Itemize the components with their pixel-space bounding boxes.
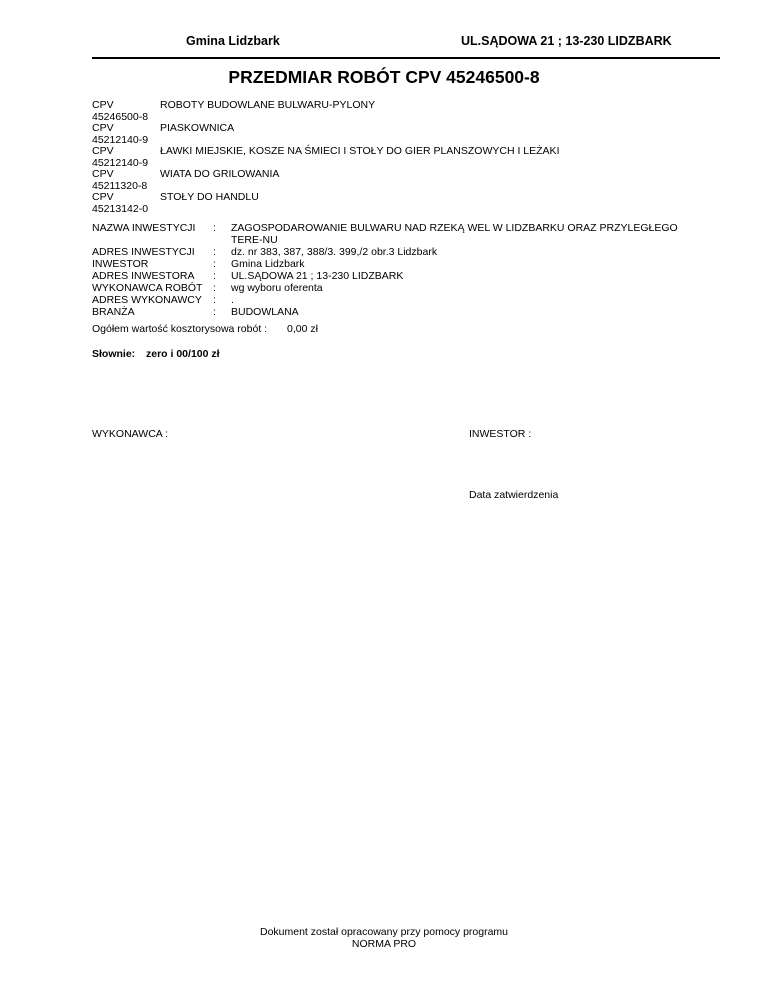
info-colon: : [213, 222, 216, 234]
info-colon: : [213, 282, 216, 294]
cpv-code: CPV 45212140-9 [92, 122, 149, 146]
cpv-description: PIASKOWNICA [160, 122, 235, 134]
info-label: ADRES WYKONAWCY [92, 294, 202, 306]
info-colon: : [213, 270, 216, 282]
amount-in-words-label: Słownie: [92, 348, 136, 360]
cpv-description: ŁAWKI MIEJSKIE, KOSZE NA ŚMIECI I STOŁY DO GIER PLANSZOWYCH I LEŻAKI [160, 145, 560, 157]
info-colon: : [213, 294, 216, 306]
footer [0, 926, 768, 950]
total-value: 0,00 zł [287, 323, 318, 335]
info-label: ADRES INWESTORA [92, 270, 195, 282]
cpv-code: CPV 45213142-0 [92, 191, 149, 215]
amount-in-words-value: zero i 00/100 zł [146, 348, 220, 360]
cpv-code: CPV 45246500-8 [92, 99, 149, 123]
header-address: UL.SĄDOWA 21 ; 13-230 LIDZBARK [461, 34, 672, 48]
info-label: NAZWA INWESTYCJI [92, 222, 196, 234]
page-title: PRZEDMIAR ROBÓT CPV 45246500-8 [228, 67, 540, 87]
info-colon: : [213, 306, 216, 318]
approval-date-label: Data zatwierdzenia [469, 489, 559, 501]
footer-line: NORMA PRO [351, 938, 417, 950]
info-label: INWESTOR [92, 258, 149, 270]
info-label: WYKONAWCA ROBÓT [92, 282, 203, 294]
investor-signature-label: INWESTOR : [469, 428, 532, 440]
info-value: . [231, 294, 234, 306]
cpv-description: STOŁY DO HANDLU [160, 191, 259, 203]
info-value: Gmina Lidzbark [231, 258, 305, 270]
info-value: wg wyboru oferenta [231, 282, 323, 294]
info-value: UL.SĄDOWA 21 ; 13-230 LIDZBARK [231, 270, 404, 282]
info-value: ZAGOSPODAROWANIE BULWARU NAD RZEKĄ WEL W LIDZBARKU ORAZ PRZYLEGŁEGO TERE-NU [231, 222, 678, 246]
cpv-description: ROBOTY BUDOWLANE BULWARU-PYLONY [160, 99, 376, 111]
contractor-signature-label: WYKONAWCA : [92, 428, 169, 440]
info-colon: : [213, 258, 216, 270]
cpv-code: CPV 45212140-9 [92, 145, 149, 169]
info-value: BUDOWLANA [231, 306, 299, 318]
footer-line: Dokument został opracowany przy pomocy programu [259, 926, 509, 938]
info-label: BRANŻA [92, 306, 135, 318]
header-divider [92, 57, 720, 59]
header-municipality: Gmina Lidzbark [186, 34, 280, 48]
total-label: Ogółem wartość kosztorysowa robót : [92, 323, 268, 335]
cpv-code: CPV 45211320-8 [92, 168, 148, 192]
info-value: dz. nr 383, 387, 388/3. 399,/2 obr.3 Lidzbark [231, 246, 438, 258]
info-colon: : [213, 246, 216, 258]
cpv-description: WIATA DO GRILOWANIA [160, 168, 280, 180]
info-label: ADRES INWESTYCJI [92, 246, 195, 258]
